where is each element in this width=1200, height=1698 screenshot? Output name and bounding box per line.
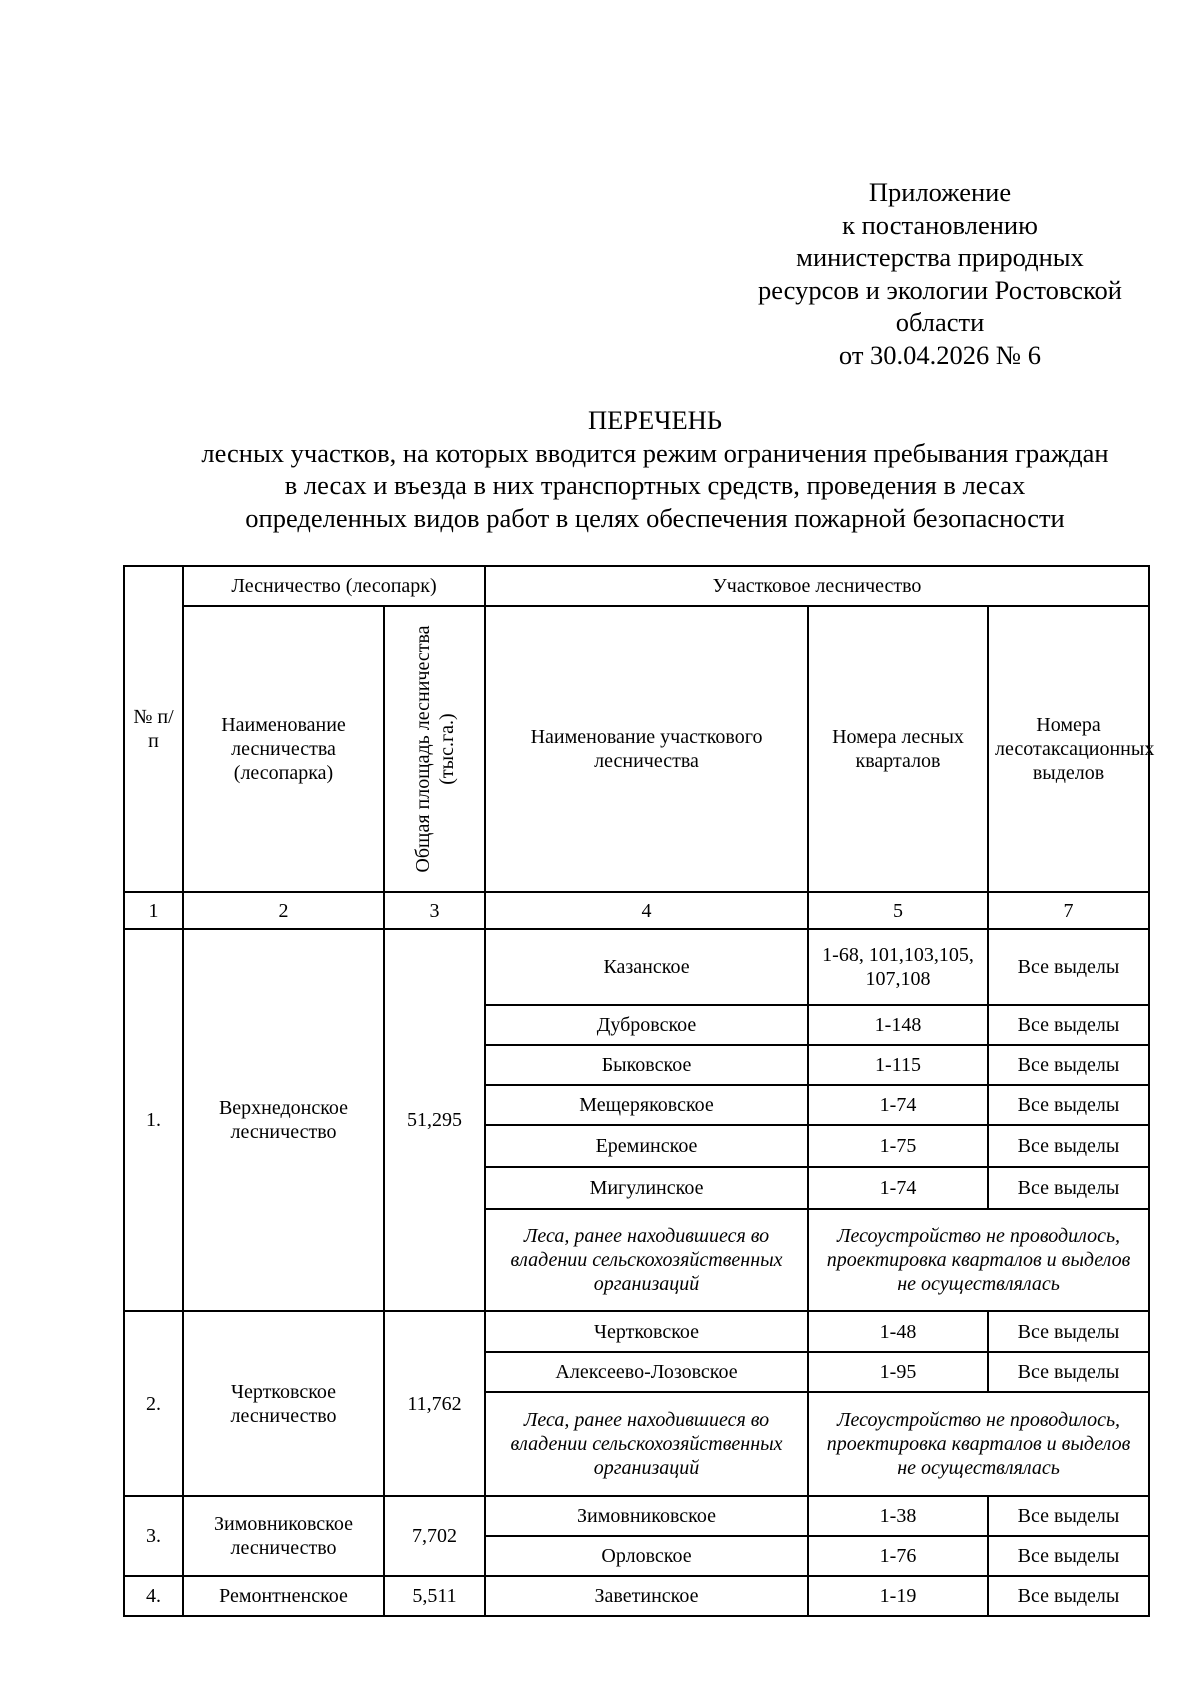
allotments: Все выделы	[988, 1045, 1149, 1085]
district-name: Дубровское	[485, 1005, 808, 1045]
district-name: Орловское	[485, 1536, 808, 1576]
forestry-area: 5,511	[384, 1576, 485, 1616]
column-number: 4	[485, 892, 808, 929]
column-number: 1	[124, 892, 183, 929]
document-title: ПЕРЕЧЕНЬ	[587, 405, 722, 435]
table-row	[124, 929, 1149, 1005]
header-forestry-name: Наименование лесничества (лесопарка)	[183, 606, 384, 892]
forestry-area: 11,762	[384, 1311, 485, 1496]
allotments: Все выделы	[988, 1536, 1149, 1576]
header-quarters: Номера лесных кварталов	[808, 606, 988, 892]
row-num: 1.	[124, 929, 183, 1311]
no-survey-note: Лесоустройство не проводилось, проектировка кварталов и выделов не осуществлялась	[808, 1209, 1149, 1311]
allotments: Все выделы	[988, 1005, 1149, 1045]
header-district-name: Наименование участкового лесничества	[485, 606, 808, 892]
district-name: Зимовниковское	[485, 1496, 808, 1536]
row-num: 3.	[124, 1496, 183, 1576]
forest-plots-table	[123, 565, 1155, 1617]
quarters: 1-76	[808, 1536, 988, 1576]
forestry-name: Чертковское лесничество	[183, 1311, 384, 1496]
forestry-name: Верхнедонское лесничество	[183, 929, 384, 1311]
district-name: Алексеево-Лозовское	[485, 1352, 808, 1392]
header-district-group: Участковое лесничество	[485, 566, 1149, 606]
header-area-unit: (тыс.га.)	[435, 713, 458, 785]
forestry-area: 51,295	[384, 929, 485, 1311]
header-area	[384, 606, 485, 892]
allotments: Все выделы	[988, 1576, 1149, 1616]
allotments: Все выделы	[988, 1311, 1149, 1352]
column-number-row	[124, 892, 1149, 929]
row-num: 4.	[124, 1576, 183, 1616]
appendix-line: министерства природных	[796, 242, 1084, 272]
quarters: 1-19	[808, 1576, 988, 1616]
document-heading	[100, 404, 1200, 534]
table-header-row	[124, 606, 1149, 892]
forestry-name: Ремонтненское	[183, 1576, 384, 1616]
quarters: 1-74	[808, 1167, 988, 1209]
district-name: Мещеряковское	[485, 1085, 808, 1125]
document-subtitle-line: лесных участков, на которых вводится режим ограничения пребывания граждан	[201, 437, 1109, 468]
quarters: 1-148	[808, 1005, 988, 1045]
quarters: 1-48	[808, 1311, 988, 1352]
column-number: 3	[384, 892, 485, 929]
agri-forest-note: Леса, ранее находившиеся во владении сельскохозяйственных организаций	[485, 1392, 808, 1496]
no-survey-note: Лесоустройство не проводилось, проектировка кварталов и выделов не осуществлялась	[808, 1392, 1149, 1496]
appendix-line: Приложение	[868, 177, 1012, 207]
allotments: Все выделы	[988, 1167, 1149, 1209]
header-area-line: Общая площадь лесничества	[411, 625, 434, 873]
table-row	[124, 1311, 1149, 1352]
district-name: Быковское	[485, 1045, 808, 1085]
appendix-block	[735, 176, 1145, 371]
district-name: Казанское	[485, 929, 808, 1005]
table-row	[124, 1576, 1149, 1616]
document-subtitle-line: определенных видов работ в целях обеспечения пожарной безопасности	[245, 502, 1065, 533]
table-row	[124, 1496, 1149, 1536]
column-number: 2	[183, 892, 384, 929]
district-name: Заветинское	[485, 1576, 808, 1616]
column-number: 7	[988, 892, 1149, 929]
appendix-date-line: от 30.04.2026 № 6	[838, 339, 1042, 370]
allotments: Все выделы	[988, 929, 1149, 1005]
allotments: Все выделы	[988, 1085, 1149, 1125]
quarters: 1-115	[808, 1045, 988, 1085]
quarters: 1-68, 101,103,105, 107,108	[808, 929, 988, 1005]
allotments: Все выделы	[988, 1496, 1149, 1536]
quarters: 1-38	[808, 1496, 988, 1536]
appendix-line: области	[895, 307, 985, 337]
forestry-area: 7,702	[384, 1496, 485, 1576]
district-name: Чертковское	[485, 1311, 808, 1352]
document-subtitle-line: в лесах и въезда в них транспортных средств, проведения в лесах	[284, 470, 1026, 500]
table-group-header-row	[124, 566, 1149, 606]
allotments: Все выделы	[988, 1352, 1149, 1392]
header-allotments: Номера лесотаксационных выделов	[988, 606, 1149, 892]
appendix-line: ресурсов и экологии Ростовской	[758, 274, 1122, 305]
appendix-line: к постановлению	[842, 209, 1038, 240]
district-name: Мигулинское	[485, 1167, 808, 1209]
district-name: Ереминское	[485, 1125, 808, 1167]
forestry-name: Зимовниковское лесничество	[183, 1496, 384, 1576]
header-num: № п/п	[124, 566, 183, 892]
header-forestry-group: Лесничество (лесопарк)	[183, 566, 485, 606]
column-number: 5	[808, 892, 988, 929]
quarters: 1-95	[808, 1352, 988, 1392]
row-num: 2.	[124, 1311, 183, 1496]
quarters: 1-74	[808, 1085, 988, 1125]
agri-forest-note: Леса, ранее находившиеся во владении сельскохозяйственных организаций	[485, 1209, 808, 1311]
allotments: Все выделы	[988, 1125, 1149, 1167]
quarters: 1-75	[808, 1125, 988, 1167]
